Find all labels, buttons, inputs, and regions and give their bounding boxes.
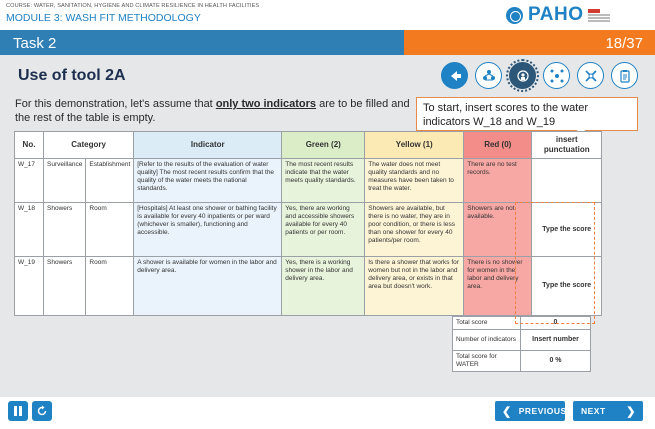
- row-yellow: Is there a shower that works for women but not in the labor and delivery area, or exists in that area but doesn't work.: [365, 257, 464, 316]
- total-score-value: 0: [521, 317, 591, 330]
- bottom-bar: [0, 397, 655, 429]
- intro-text-end: are to be filled and the rest of the table is empty.: [15, 98, 410, 124]
- course-title: COURSE: WATER, SANITATION, HYGIENE AND CLIMATE RESILIENCE IN HEALTH FACILITIES: [6, 3, 260, 9]
- water-total-percent: 0 %: [521, 351, 591, 372]
- logo-text: PAHO: [528, 4, 584, 25]
- top-header: [0, 0, 655, 30]
- col-header-red: Red (0): [464, 132, 532, 159]
- row-yellow: Showers are available, but there is no water, they are in poor condition, or there is less than one shower for every 40 patients/per room.: [365, 203, 464, 257]
- chevron-left-icon: ❮: [502, 405, 512, 418]
- row-red: There are no test records.: [464, 159, 532, 203]
- row-green: Yes, there is a working shower in the labor and delivery area.: [282, 257, 365, 316]
- task-bar: [0, 30, 655, 55]
- facility-team-icon[interactable]: [509, 62, 536, 89]
- intro-emphasis: only two indicators: [215, 98, 317, 110]
- tools-icon[interactable]: [577, 62, 604, 89]
- row-indicator: [Refer to the results of the evaluation of water quality] The most recent results confirm that the quality of the water meets the national standards.: [134, 159, 282, 203]
- pause-icon: [12, 405, 24, 417]
- col-header-score: insert punctuation: [532, 132, 602, 159]
- tool-2a-table: [14, 131, 602, 316]
- score-input-w18[interactable]: Type the score: [532, 203, 602, 257]
- intro-text-start: For this demonstration, let's assume that: [15, 98, 216, 110]
- row-green: Yes, there are working and accessible showers available for every 40 patients or per room.: [282, 203, 365, 257]
- replay-icon: [36, 405, 48, 417]
- row-green: The most recent results indicate that the water meets quality standards.: [282, 159, 365, 203]
- col-header-no: No.: [15, 132, 44, 159]
- summary-label: Total score for WATER: [453, 351, 521, 372]
- previous-label: PREVIOUS: [518, 406, 567, 416]
- page-title: Use of tool 2A: [18, 67, 126, 84]
- row-subcategory: Room: [86, 203, 134, 257]
- previous-button[interactable]: [495, 401, 565, 421]
- back-arrow-icon[interactable]: [441, 62, 468, 89]
- summary-row: [453, 351, 591, 372]
- task-title: Task 2: [13, 35, 57, 52]
- col-header-green: Green (2): [282, 132, 365, 159]
- col-header-yellow: Yellow (1): [365, 132, 464, 159]
- row-red: There is no shower for women in the labor and delivery area.: [464, 257, 532, 316]
- instruction-callout: [416, 97, 638, 131]
- group-icon[interactable]: [475, 62, 502, 89]
- table-row: [15, 203, 602, 257]
- chevron-right-icon: ❯: [626, 405, 636, 418]
- col-header-indicator: Indicator: [134, 132, 282, 159]
- row-indicator: [Hospitals] At least one shower or bathing facility is available for every 40 inpatients or per ward (whichever is smaller), functioning and accessible.: [134, 203, 282, 257]
- row-red: Showers are not available.: [464, 203, 532, 257]
- table-row: [15, 159, 602, 203]
- people-network-icon[interactable]: [543, 62, 570, 89]
- clipboard-icon[interactable]: [611, 62, 638, 89]
- next-button[interactable]: [573, 401, 643, 421]
- summary-row: [453, 330, 591, 351]
- col-header-category: Category: [44, 132, 134, 159]
- who-emblem-icon: [588, 9, 610, 22]
- globe-icon: [506, 7, 523, 24]
- table-row: [15, 257, 602, 316]
- row-category: Showers: [44, 257, 86, 316]
- callout-text: To start, insert scores to the water indicators W_18 and W_19: [423, 102, 589, 128]
- row-subcategory: Establishment: [86, 159, 134, 203]
- row-no: W_17: [15, 159, 44, 203]
- replay-button[interactable]: [32, 401, 52, 421]
- row-no: W_18: [15, 203, 44, 257]
- summary-table: [452, 316, 591, 372]
- score-input-w19[interactable]: Type the score: [532, 257, 602, 316]
- score-highlight-box: [515, 202, 595, 324]
- number-of-indicators-input[interactable]: Insert number: [521, 330, 591, 351]
- pause-button[interactable]: [8, 401, 28, 421]
- next-label: NEXT: [581, 406, 606, 416]
- summary-label: Total score: [453, 317, 521, 330]
- intro-text: [15, 97, 415, 125]
- summary-label: Number of indicators: [453, 330, 521, 351]
- row-category: Showers: [44, 203, 86, 257]
- row-subcategory: Room: [86, 257, 134, 316]
- page-counter: 18/37: [605, 35, 643, 52]
- row-yellow: The water does not meet quality standards and no measures have been taken to treat the water.: [365, 159, 464, 203]
- icon-toolbar: [441, 62, 638, 89]
- row-no: W_19: [15, 257, 44, 316]
- row-category: Surveillance: [44, 159, 86, 203]
- module-title: MODULE 3: WASH FIT METHODOLOGY: [6, 12, 201, 24]
- paho-logo: [506, 4, 610, 26]
- score-input-w17[interactable]: [532, 159, 602, 203]
- table-header-row: [15, 132, 602, 159]
- content-area: [0, 55, 655, 397]
- row-indicator: A shower is available for women in the labor and delivery area.: [134, 257, 282, 316]
